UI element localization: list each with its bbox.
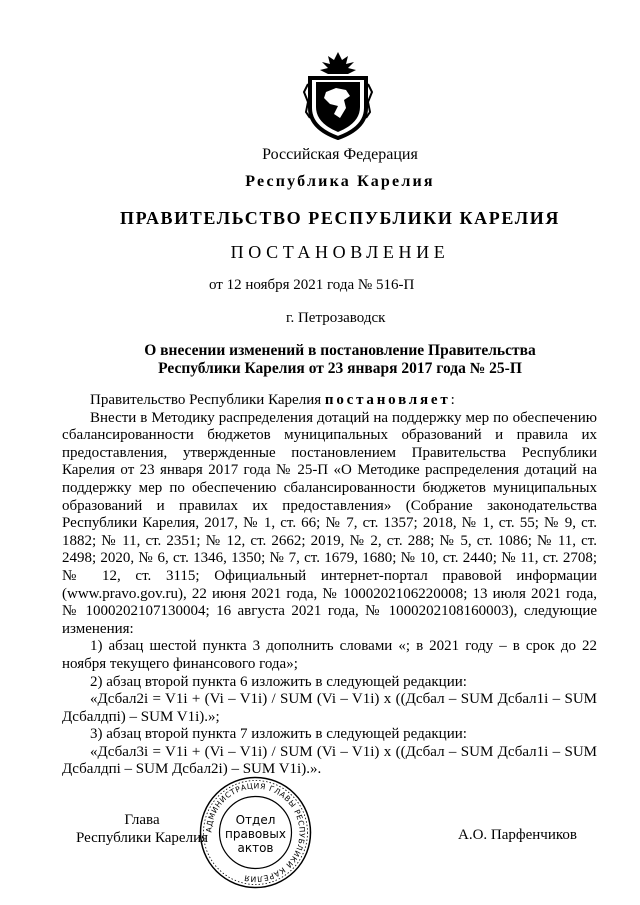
body-paragraph: 2) абзац второй пункта 6 изложить в следующей редакции: xyxy=(90,673,467,690)
coat-of-arms-icon xyxy=(300,48,376,140)
signatory-title-line: Глава xyxy=(124,812,160,828)
stamp-line: актов xyxy=(237,841,274,855)
intro-paragraph xyxy=(62,392,597,410)
formula-paragraph: «Дсбал2i = V1i + (Vi – V1i) / SUM (Vi – V1i) х ((Дсбал – SUM Дсбал1i – SUM Дсбалдпi) – SUM V1i).»; xyxy=(62,691,597,725)
stamp-seal xyxy=(198,775,313,890)
body-paragraph: 3) абзац второй пункта 7 изложить в следующей редакции: xyxy=(90,726,467,743)
body-paragraph: Внести в Методику распределения дотаций на поддержку мер по обеспечению сбалансированности бюджетов муниципальных образований и правила их предоставления, утвержденные постановлением Правительства Республики Карелия от 23 января 2017 года № 25-П «О Методике распределения дотаций на поддержку мер по обеспечению сбалансированности бюджетов муниципальных образований и правилах их предоставления» (Собрание законодательства Республики Карелия, 2017, № 1, ст. 66; № 7, ст. 1357; 2018, № 1, ст. 55; № 9, ст. 1882; № 11, ст. 2351; № 12, ст. 2662; 2019, № 2, ст. 288; № 5, ст. 1086; № 11, ст. 2498; 2020, № 6, ст. 1346, 1350; № 7, ст. 1679, 1680; № 10, ст. 2440; № 11, ст. 2708; № 12, ст. 3115; Официальный интернет-портал правовой информации (www.pravo.gov.ru), 22 июня 2021 года, № 1000202106220008; 13 июля 2021 года, № 1000202107130004; 16 августа 2021 года, № 1000202108160003), следующие изменения: xyxy=(62,409,597,637)
stamp-ring-text: АДМИНИСТРАЦИЯ ГЛАВЫ РЕСПУБЛИКИ КАРЕЛИЯ xyxy=(204,781,307,884)
body-paragraph: 1) абзац шестой пункта 3 дополнить словами «; в 2021 году – в срок до 22 ноября текущего финансового года»; xyxy=(62,638,597,672)
document-type: ПОСТАНОВЛЕНИЕ xyxy=(230,242,450,262)
document-date: от 12 ноября 2021 года № 516-П xyxy=(209,277,415,293)
signatory-title-line: Республики Карелия xyxy=(75,830,209,846)
government-name: ПРАВИТЕЛЬСТВО РЕСПУБЛИКИ КАРЕЛИЯ xyxy=(120,208,560,228)
document-body xyxy=(62,392,597,779)
signatory-name: А.О. Парфенчиков xyxy=(458,827,577,843)
title-line: Республики Карелия от 23 января 2017 года № 25-П xyxy=(158,360,522,377)
intro-colon: : xyxy=(450,392,455,408)
intro-text: Правительство Республики Карелия xyxy=(90,392,325,408)
decree-word: постановляет xyxy=(324,392,451,408)
stamp-line: правовых xyxy=(225,827,286,841)
republic-name: Республика Карелия xyxy=(245,173,435,190)
formula-paragraph: «Дсбал3i = V1i + (Vi – V1i) / SUM (Vi – V1i) х ((Дсбал – SUM Дсбал1i – SUM Дсбалдпi – SUM Дсбал2i) – SUM V1i).». xyxy=(62,743,597,778)
document-title xyxy=(0,342,640,378)
stamp-line: Отдел xyxy=(235,813,276,827)
title-line: О внесении изменений в постановление Правительства xyxy=(144,342,536,359)
document-city: г. Петрозаводск xyxy=(286,310,386,326)
country-name: Российская Федерация xyxy=(262,146,418,163)
